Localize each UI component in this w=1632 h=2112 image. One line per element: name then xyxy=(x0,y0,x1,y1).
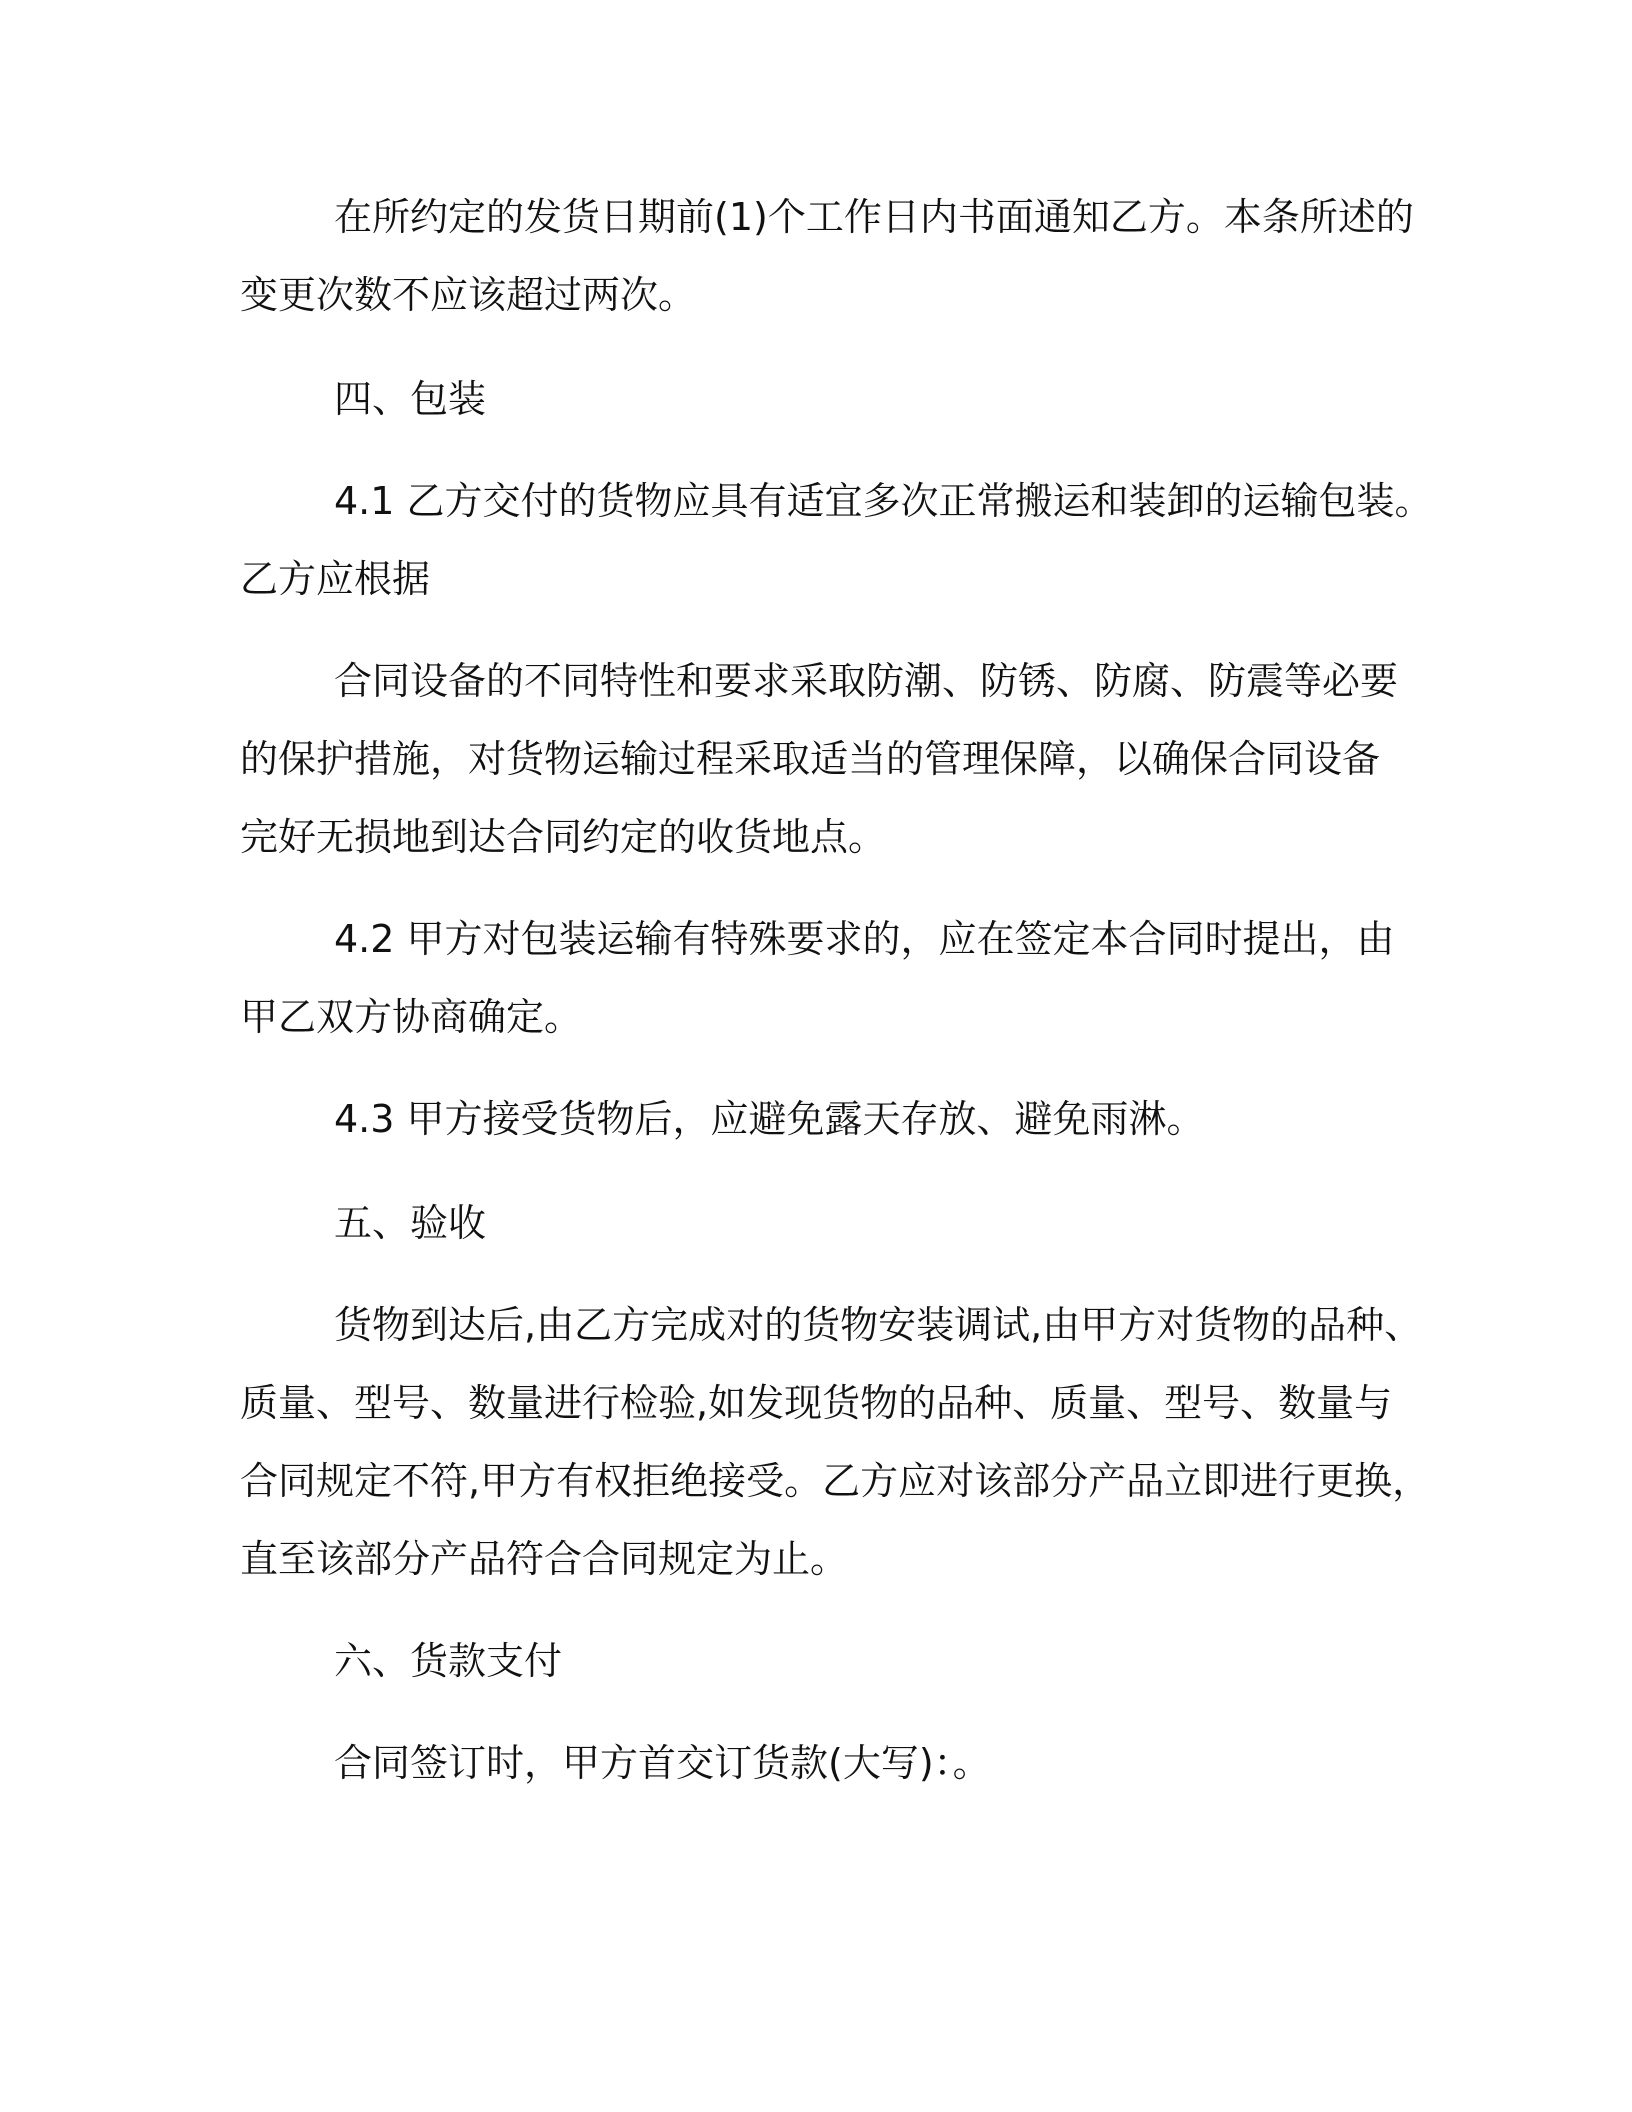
section-heading-packaging: 四、包装 xyxy=(334,377,487,421)
text-line: 乙方应根据 xyxy=(240,557,431,601)
text-line: 直至该部分产品符合合同规定为止。 xyxy=(240,1537,849,1581)
text-line: 质量、型号、数量进行检验,如发现货物的品种、质量、型号、数量与 xyxy=(240,1381,1393,1425)
text-line: 甲乙双方协商确定。 xyxy=(240,995,583,1039)
text-line: 货物到达后,由乙方完成对的货物安装调试,由甲方对货物的品种、 xyxy=(334,1303,1423,1347)
text-line: 4.1 乙方交付的货物应具有适宜多次正常搬运和装卸的运输包装。 xyxy=(334,479,1433,523)
text-line: 合同设备的不同特性和要求采取防潮、防锈、防腐、防震等必要 xyxy=(334,659,1399,703)
section-heading-payment: 六、货款支付 xyxy=(334,1639,563,1683)
text-line: 变更次数不应该超过两次。 xyxy=(240,273,697,317)
text-line: 合同规定不符,甲方有权拒绝接受。乙方应对该部分产品立即进行更换， xyxy=(240,1459,1431,1503)
section-heading-acceptance: 五、验收 xyxy=(334,1201,487,1245)
text-line: 合同签订时，甲方首交订货款(大写)：。 xyxy=(334,1741,991,1785)
text-line: 4.3 甲方接受货物后，应避免露天存放、避免雨淋。 xyxy=(334,1097,1205,1141)
text-line: 在所约定的发货日期前(1)个工作日内书面通知乙方。本条所述的 xyxy=(334,195,1414,239)
text-line: 完好无损地到达合同约定的收货地点。 xyxy=(240,815,887,859)
text-line: 的保护措施，对货物运输过程采取适当的管理保障，以确保合同设备 xyxy=(240,737,1381,781)
text-line: 4.2 甲方对包装运输有特殊要求的，应在签定本合同时提出，由 xyxy=(334,917,1395,961)
